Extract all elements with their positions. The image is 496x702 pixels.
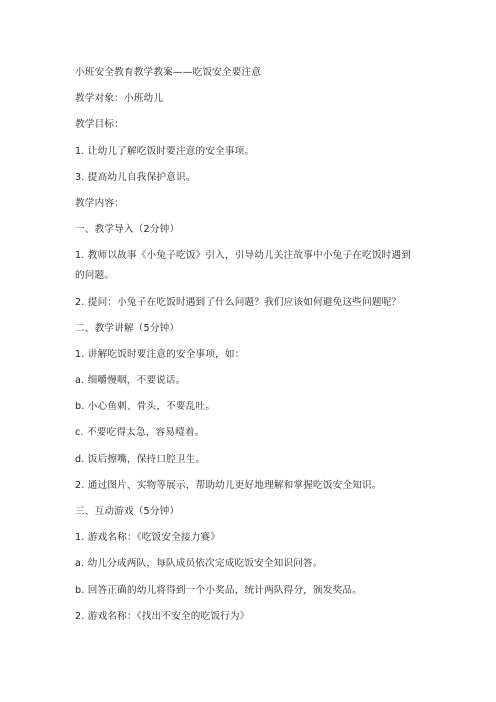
document-title: 小班安全教育教学教案——吃饭安全要注意 — [75, 67, 262, 78]
section-1-heading: 一、教学导入（2分钟） — [75, 224, 180, 236]
section-2-subitem-d: d. 饭后擦嘴，保持口腔卫生。 — [75, 453, 206, 465]
goal-item-3: 3. 提高幼儿自我保护意识。 — [75, 171, 196, 183]
section-1-item-1: 1. 教师以故事《小兔子吃饭》引入，引导幼儿关注故事中小兔子在吃饭时遇到 — [75, 250, 411, 262]
section-2-subitem-b: b. 小心鱼刺、骨头，不要乱吐。 — [75, 401, 216, 413]
section-2-heading: 二、教学讲解（5分钟） — [75, 322, 180, 334]
section-2-item-2: 2. 通过图片、实物等展示，帮助幼儿更好地理解和掌握吃饭安全知识。 — [75, 479, 382, 491]
teaching-goals-heading: 教学目标： — [75, 119, 124, 131]
goal-item-1: 1. 让幼儿了解吃饭时要注意的安全事项。 — [75, 145, 255, 157]
section-1-item-1-continued: 的问题。 — [75, 270, 115, 282]
section-2-subitem-c: c. 不要吃得太急，容易噎着。 — [75, 427, 205, 439]
section-2-subitem-a: a. 细嚼慢咽，不要说话。 — [75, 375, 186, 387]
section-2-item-1: 1. 讲解吃饭时要注意的安全事项，如： — [75, 348, 245, 360]
document-body — [75, 66, 435, 636]
section-3-heading: 三、互动游戏（5分钟） — [75, 506, 180, 517]
teaching-target-line: 教学对象：小班幼儿 — [75, 93, 164, 105]
section-1-item-2: 2. 提问：小兔子在吃饭时遇到了什么问题？我们应该如何避免这些问题呢？ — [75, 296, 402, 308]
section-3-item-2: 2. 游戏名称：《找出不安全的吃饭行为》 — [75, 610, 250, 622]
section-3-subitem-a: a. 幼儿分成两队，每队成员依次完成吃饭安全知识问答。 — [75, 558, 323, 570]
section-3-item-1: 1. 游戏名称：《吃饭安全接力赛》 — [75, 532, 221, 544]
teaching-content-heading: 教学内容： — [75, 197, 124, 209]
section-3-subitem-b: b. 回答正确的幼儿将得到一个小奖品，统计两队得分，颁发奖品。 — [75, 584, 363, 596]
